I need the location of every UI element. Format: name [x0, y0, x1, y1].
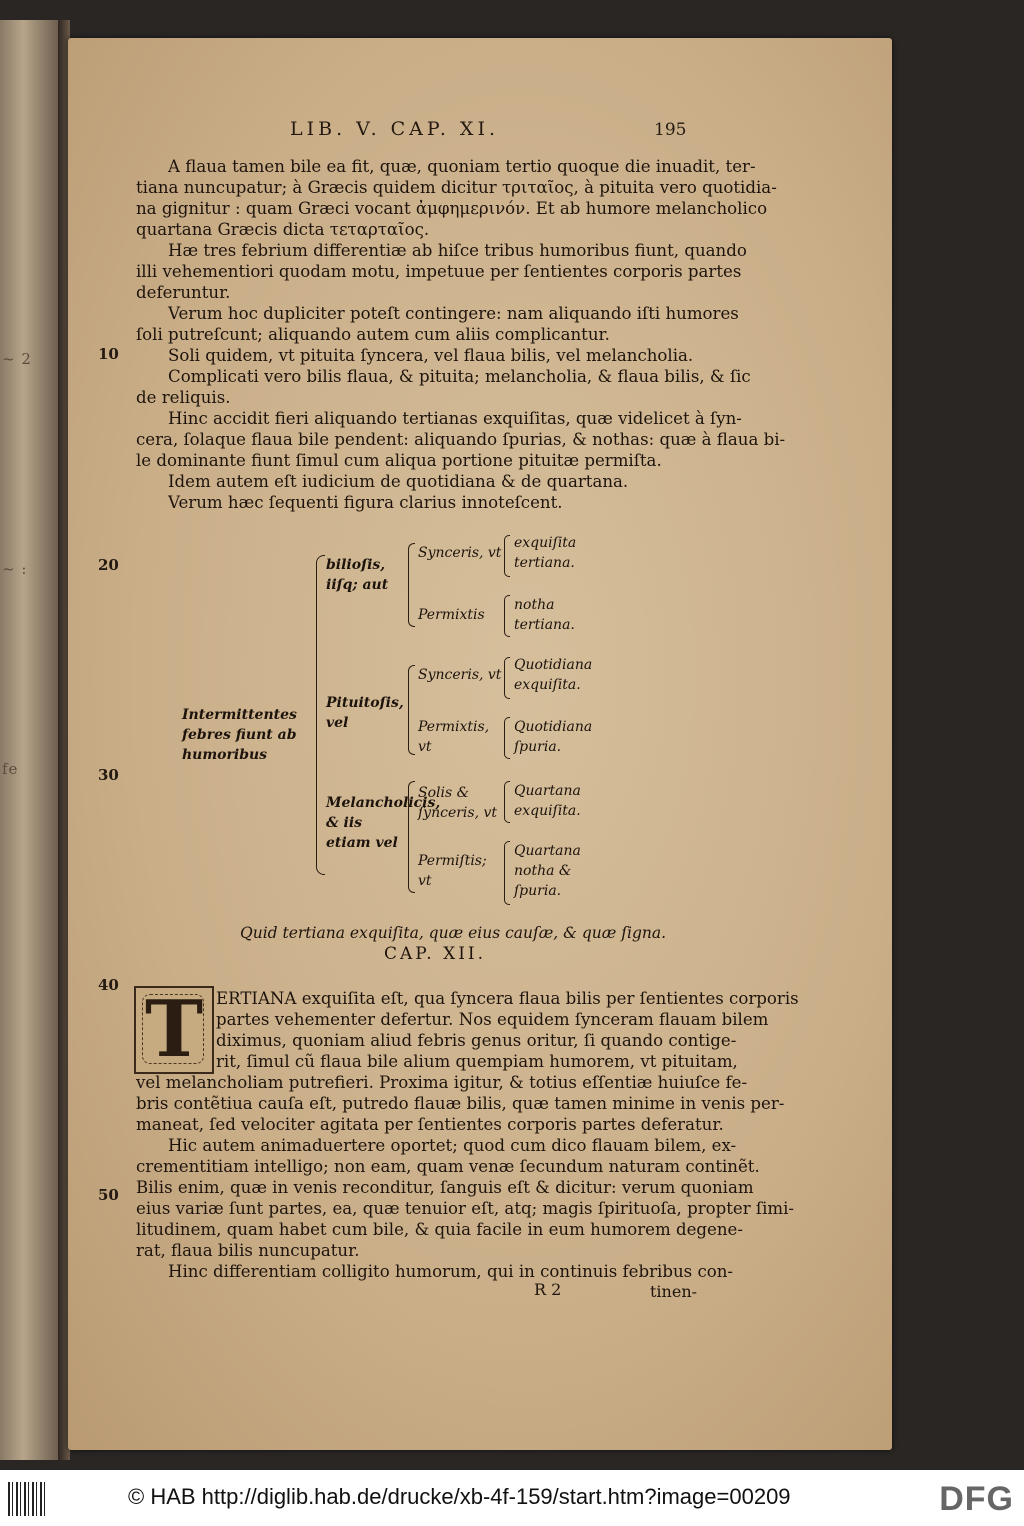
line-number-10: 10 [98, 345, 119, 363]
chapter-heading: Quid tertiana exquiſita, quæ eius cauſæ, & quæ ſigna. [240, 924, 667, 942]
paragraph-line: Idem autem eſt iudicium de quotidiana & de quartana. [168, 472, 629, 491]
sub-synceris: Synceris, vt [418, 545, 502, 561]
paragraph-line: quartana Græcis dicta τεταρταῖος. [136, 220, 430, 239]
paragraph-line: Hinc accidit fieri aliquando tertianas exquiſitas, quæ videlicet à ſyn- [168, 409, 742, 428]
branch-bracket [408, 665, 415, 755]
chapter-line: Hinc differentiam colligito humorum, qui in continuis febribus con- [168, 1262, 734, 1281]
leaf-notha-tertiana: notha tertiana. [514, 597, 575, 633]
chapter-opening-line: ERTIANA exquiſita eſt, qua ſyncera flaua bilis per ſentientes corporis [216, 989, 799, 1008]
chapter-line: Bilis enim, quæ in venis reconditur, ſanguis eſt & dicitur: verum quoniam [136, 1178, 754, 1197]
paragraph-line: deferuntur. [136, 283, 231, 302]
paragraph-line: Verum hæc ſequenti figura clarius innoteſcent. [168, 493, 563, 512]
paragraph-line: illi vehementiori quodam motu, impetuue per ſentientes corporis partes [136, 262, 742, 281]
paragraph-line: A flaua tamen bile ea fit, quæ, quoniam tertio quoque die inuadit, ter- [168, 157, 756, 176]
paragraph-line: tiana nuncupatur; à Græcis quidem dicitur τριταῖος, à pituita vero quotidia- [136, 178, 777, 197]
paragraph-line: de reliquis. [136, 388, 231, 407]
sub-synceris: Synceris, vt [418, 667, 502, 683]
catchword: tinen- [650, 1282, 698, 1301]
facing-page-fragment: fe [2, 760, 19, 778]
line-number-30: 30 [98, 766, 119, 784]
chapter-opening-line: diximus, quoniam aliud febris genus oritur, ſi quando contige- [216, 1031, 737, 1050]
leaf-quotidiana-spuria: Quotidiana ſpuria. [514, 719, 593, 755]
leaf-quartana-notha: Quartana notha & ſpuria. [514, 843, 581, 899]
sub-solis-synceris: Solis & ſynceris, vt [418, 785, 498, 821]
chapter-line: eius variæ ſunt partes, ea, quæ tenuior eſt, atq; magis ſpirituoſa, propter ſimi- [136, 1199, 795, 1218]
page-number: 195 [654, 120, 687, 140]
leaf-quartana-exquisita: Quartana exquiſita. [514, 783, 581, 819]
paragraph-line: cera, ſolaque flaua bile pendent: aliquando ſpurias, & nothas: quæ à flaua bi- [136, 430, 786, 449]
paragraph-line: Verum hoc dupliciter poteſt contingere: nam aliquando iſti humores [168, 304, 739, 323]
running-title: LIB. V. CAP. XI. [290, 118, 499, 140]
initial-letter: T [144, 984, 204, 1075]
paragraph-line: Complicati vero bilis flaua, & pituita; melancholia, & flaua bilis, & ſic [168, 367, 751, 386]
body-text-chapter-xi [136, 156, 786, 513]
branch-pituitosis: Pituitoſis, vel [326, 695, 404, 731]
chapter-line: vel melancholiam putrefieri. Proxima igitur, & totius eſſentiæ huiuſce fe- [136, 1073, 748, 1092]
chapter-opening-line: rit, ſimul cũ flaua bile alium quempiam humorem, vt pituitam, [216, 1052, 738, 1071]
decorated-initial [134, 986, 214, 1074]
signature-mark: R 2 [534, 1280, 562, 1299]
line-number-20: 20 [98, 556, 119, 574]
body-text-chapter-xii-opening [216, 988, 799, 1072]
leaf-bracket [504, 657, 510, 699]
dfg-logo: DFG [939, 1480, 1014, 1518]
chapter-line: rat, flaua bilis nuncupatur. [136, 1241, 360, 1260]
paragraph-line: le dominante fiunt ſimul cum aliqua portione pituitæ permiſta. [136, 451, 662, 470]
paragraph-line: Soli quidem, vt pituita ſyncera, vel flaua bilis, vel melancholia. [168, 346, 694, 365]
line-number-50: 50 [98, 1186, 119, 1204]
facing-page-fragment: ~ : [2, 560, 28, 578]
paragraph-line: na gignitur : quam Græci vocant ἀμφημερινόν. Et ab humore melancholico [136, 199, 768, 218]
chapter-line: Hic autem animaduertere oportet; quod cum dico flauam bilem, ex- [168, 1136, 737, 1155]
leaf-exquisita-tertiana: exquiſita tertiana. [514, 535, 577, 571]
chapter-title: CAP. XII. [384, 944, 487, 964]
sub-permixtis: Permixtis [418, 607, 485, 623]
root-bracket [316, 555, 325, 875]
branch-melancholicis: Melancholicis, & iis etiam vel [326, 795, 441, 851]
branch-bracket [408, 781, 415, 893]
branch-bracket [408, 543, 415, 627]
line-number-40: 40 [98, 976, 119, 994]
chapter-line: litudinem, quam habet cum bile, & quia facile in eum humorem degene- [136, 1220, 743, 1239]
humor-fever-diagram [160, 525, 640, 920]
chapter-line: maneat, ſed velociter agitata per ſentientes corporis partes deferatur. [136, 1115, 724, 1134]
chapter-opening-line: partes vehementer defertur. Nos equidem ſynceram flauam bilem [216, 1010, 769, 1029]
facing-page-edge [0, 20, 58, 1460]
leaf-bracket [504, 595, 510, 637]
diagram-root: Intermittentes febres fiunt ab humoribus [182, 707, 297, 763]
body-text-chapter-xii [136, 1072, 795, 1282]
sub-permixtis: Permixtis, vt [418, 719, 490, 755]
sub-permistis: Permiſtis; vt [418, 853, 487, 889]
footer-credit-link[interactable]: © HAB http://diglib.hab.de/drucke/xb-4f-159/start.htm?image=00209 [128, 1484, 791, 1509]
chapter-line: bris contẽtiua cauſa eſt, putredo flauæ bilis, quæ tamen minime in venis per- [136, 1094, 785, 1113]
footer-bar [0, 1470, 1024, 1526]
leaf-quotidiana-exquisita: Quotidiana exquiſita. [514, 657, 593, 693]
chapter-line: crementitiam intelligo; non eam, quam venæ ſecundum naturam continẽt. [136, 1157, 760, 1176]
paragraph-line: Hæ tres febrium differentiæ ab hiſce tribus humoribus fiunt, quando [168, 241, 747, 260]
branch-biliosis: bilioſis, iiſq; aut [326, 557, 389, 593]
leaf-bracket [504, 841, 510, 905]
barcode-icon [8, 1482, 48, 1516]
leaf-bracket [504, 535, 510, 577]
facing-page-fragment: ~ 2 [2, 350, 32, 368]
leaf-bracket [504, 781, 510, 823]
paragraph-line: ſoli putreſcunt; aliquando autem cum aliis complicantur. [136, 325, 610, 344]
leaf-bracket [504, 717, 510, 759]
